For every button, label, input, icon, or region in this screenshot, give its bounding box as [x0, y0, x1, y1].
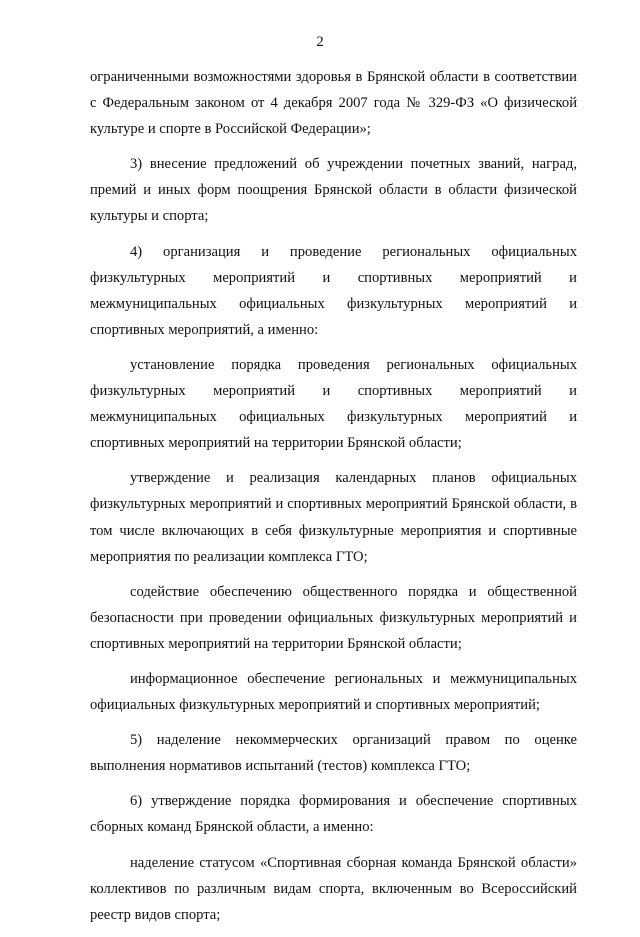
paragraph-subitem-calendar: утверждение и реализация календарных планов официальных физкультурных мероприятий и спортивных мероприятий Брянской области, в том числе включающих в себя физкультурные мероприятия и спортивные мероприятия по реализации комплекса ГТО; — [90, 470, 577, 565]
paragraph-continuation: ограниченными возможностями здоровья в Брянской области в соответствии с Федеральным законом от 4 декабря 2007 года № 329-ФЗ «О физической культуре и спорте в Российской Федерации»; — [90, 69, 577, 138]
paragraph-subitem-status: наделение статусом «Спортивная сборная команда Брянской области» коллективов по различным видам спорта, включенным во Всероссийский реестр видов спорта; — [90, 854, 577, 923]
paragraph-subitem-information: информационное обеспечение региональных и межмуниципальных официальных физкультурных мероприятий и спортивных мероприятий; — [90, 670, 577, 714]
paragraph-item-5: 5) наделение некоммерческих организаций правом по оценке выполнения нормативов испытаний (тестов) комплекса ГТО; — [90, 732, 577, 775]
paragraph-subitem-security: содействие обеспечению общественного порядка и общественной безопасности при проведении официальных физкультурных мероприятий и спортивных мероприятий на территории Брянской области; — [90, 583, 577, 652]
paragraph-subitem-rules: установление порядка проведения региональных официальных физкультурных мероприятий и спортивных мероприятий и межмуниципальных официальных физкультурных мероприятий и спортивных мероприятий на территории Брянской области; — [90, 356, 577, 452]
paragraph-item-6: 6) утверждение порядка формирования и обеспечение спортивных сборных команд Брянской области, а именно: — [90, 793, 577, 836]
paragraph-item-3: 3) внесение предложений об учреждении почетных званий, наград, премий и иных форм поощрения Брянской области в области физической культуры и спорта; — [90, 156, 577, 225]
paragraph-item-4: 4) организация и проведение региональных официальных физкультурных мероприятий и спортивных мероприятий и межмуниципальных официальных физкультурных мероприятий и спортивных мероприятий, а именно: — [90, 243, 577, 338]
document-body — [90, 64, 577, 937]
page-number: 2 — [316, 34, 324, 50]
